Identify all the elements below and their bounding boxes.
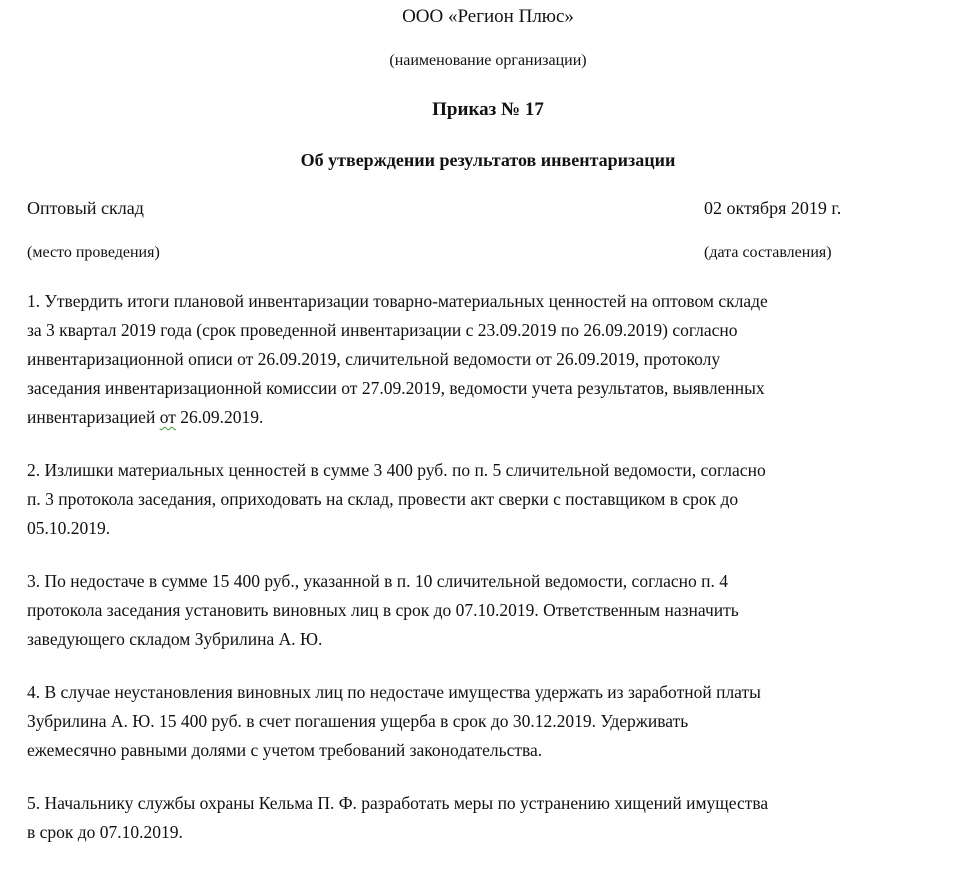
item-line: 4. В случае неустановления виновных лиц по недостаче имущества удержать из заработной платы <box>27 682 761 702</box>
item-line <box>27 403 962 432</box>
item-line: Зубрилина А. Ю. 15 400 руб. в счет погашения ущерба в срок до 30.12.2019. Удерживать <box>27 711 689 731</box>
item-line: протокола заседания установить виновных лиц в срок до 07.10.2019. Ответственным назначить <box>27 600 739 620</box>
date-value: 02 октября 2019 г. <box>704 198 842 218</box>
order-item-4 <box>27 678 962 765</box>
order-item-2 <box>27 456 962 543</box>
order-item-1 <box>27 287 962 432</box>
item-line: заведующего складом Зубрилина А. Ю. <box>27 629 323 649</box>
item-line: 1. Утвердить итоги плановой инвентаризации товарно-материальных ценностей на оптовом складе <box>27 291 768 311</box>
organization-name: ООО «Регион Плюс» <box>402 6 574 27</box>
place-caption: (место проведения) <box>27 244 160 261</box>
item-line: ежемесячно равными долями с учетом требований законодательства. <box>27 740 543 760</box>
order-title: Приказ № 17 <box>432 99 544 120</box>
item-line: за 3 квартал 2019 года (срок проведенной инвентаризации с 23.09.2019 по 26.09.2019) согласно <box>27 320 738 340</box>
item-line-suffix: 26.09.2019. <box>175 407 264 427</box>
spellcheck-flagged-word: от <box>159 407 176 427</box>
order-subject: Об утверждении результатов инвентаризации <box>300 150 676 170</box>
item-line: 05.10.2019. <box>27 518 111 538</box>
item-line: в срок до 07.10.2019. <box>27 822 183 842</box>
place-value: Оптовый склад <box>27 198 144 218</box>
item-line: инвентаризационной описи от 26.09.2019, сличительной ведомости от 26.09.2019, протоколу <box>27 349 721 369</box>
item-line: 3. По недостаче в сумме 15 400 руб., указанной в п. 10 сличительной ведомости, согласно п. 4 <box>27 571 728 591</box>
order-items <box>27 287 962 871</box>
item-line: заседания инвентаризационной комиссии от 27.09.2019, ведомости учета результатов, выявленных <box>27 378 765 398</box>
date-caption: (дата составления) <box>704 244 832 261</box>
order-item-3 <box>27 567 962 654</box>
item-line: 5. Начальнику службы охраны Кельма П. Ф. разработать меры по устранению хищений имущества <box>27 793 769 813</box>
order-item-5 <box>27 789 962 847</box>
organization-caption: (наименование организации) <box>389 52 587 69</box>
item-line: п. 3 протокола заседания, оприходовать на склад, провести акт сверки с поставщиком в срок до <box>27 489 739 509</box>
item-line-prefix: инвентаризацией <box>27 407 160 427</box>
item-line: 2. Излишки материальных ценностей в сумме 3 400 руб. по п. 5 сличительной ведомости, согласно <box>27 460 766 480</box>
